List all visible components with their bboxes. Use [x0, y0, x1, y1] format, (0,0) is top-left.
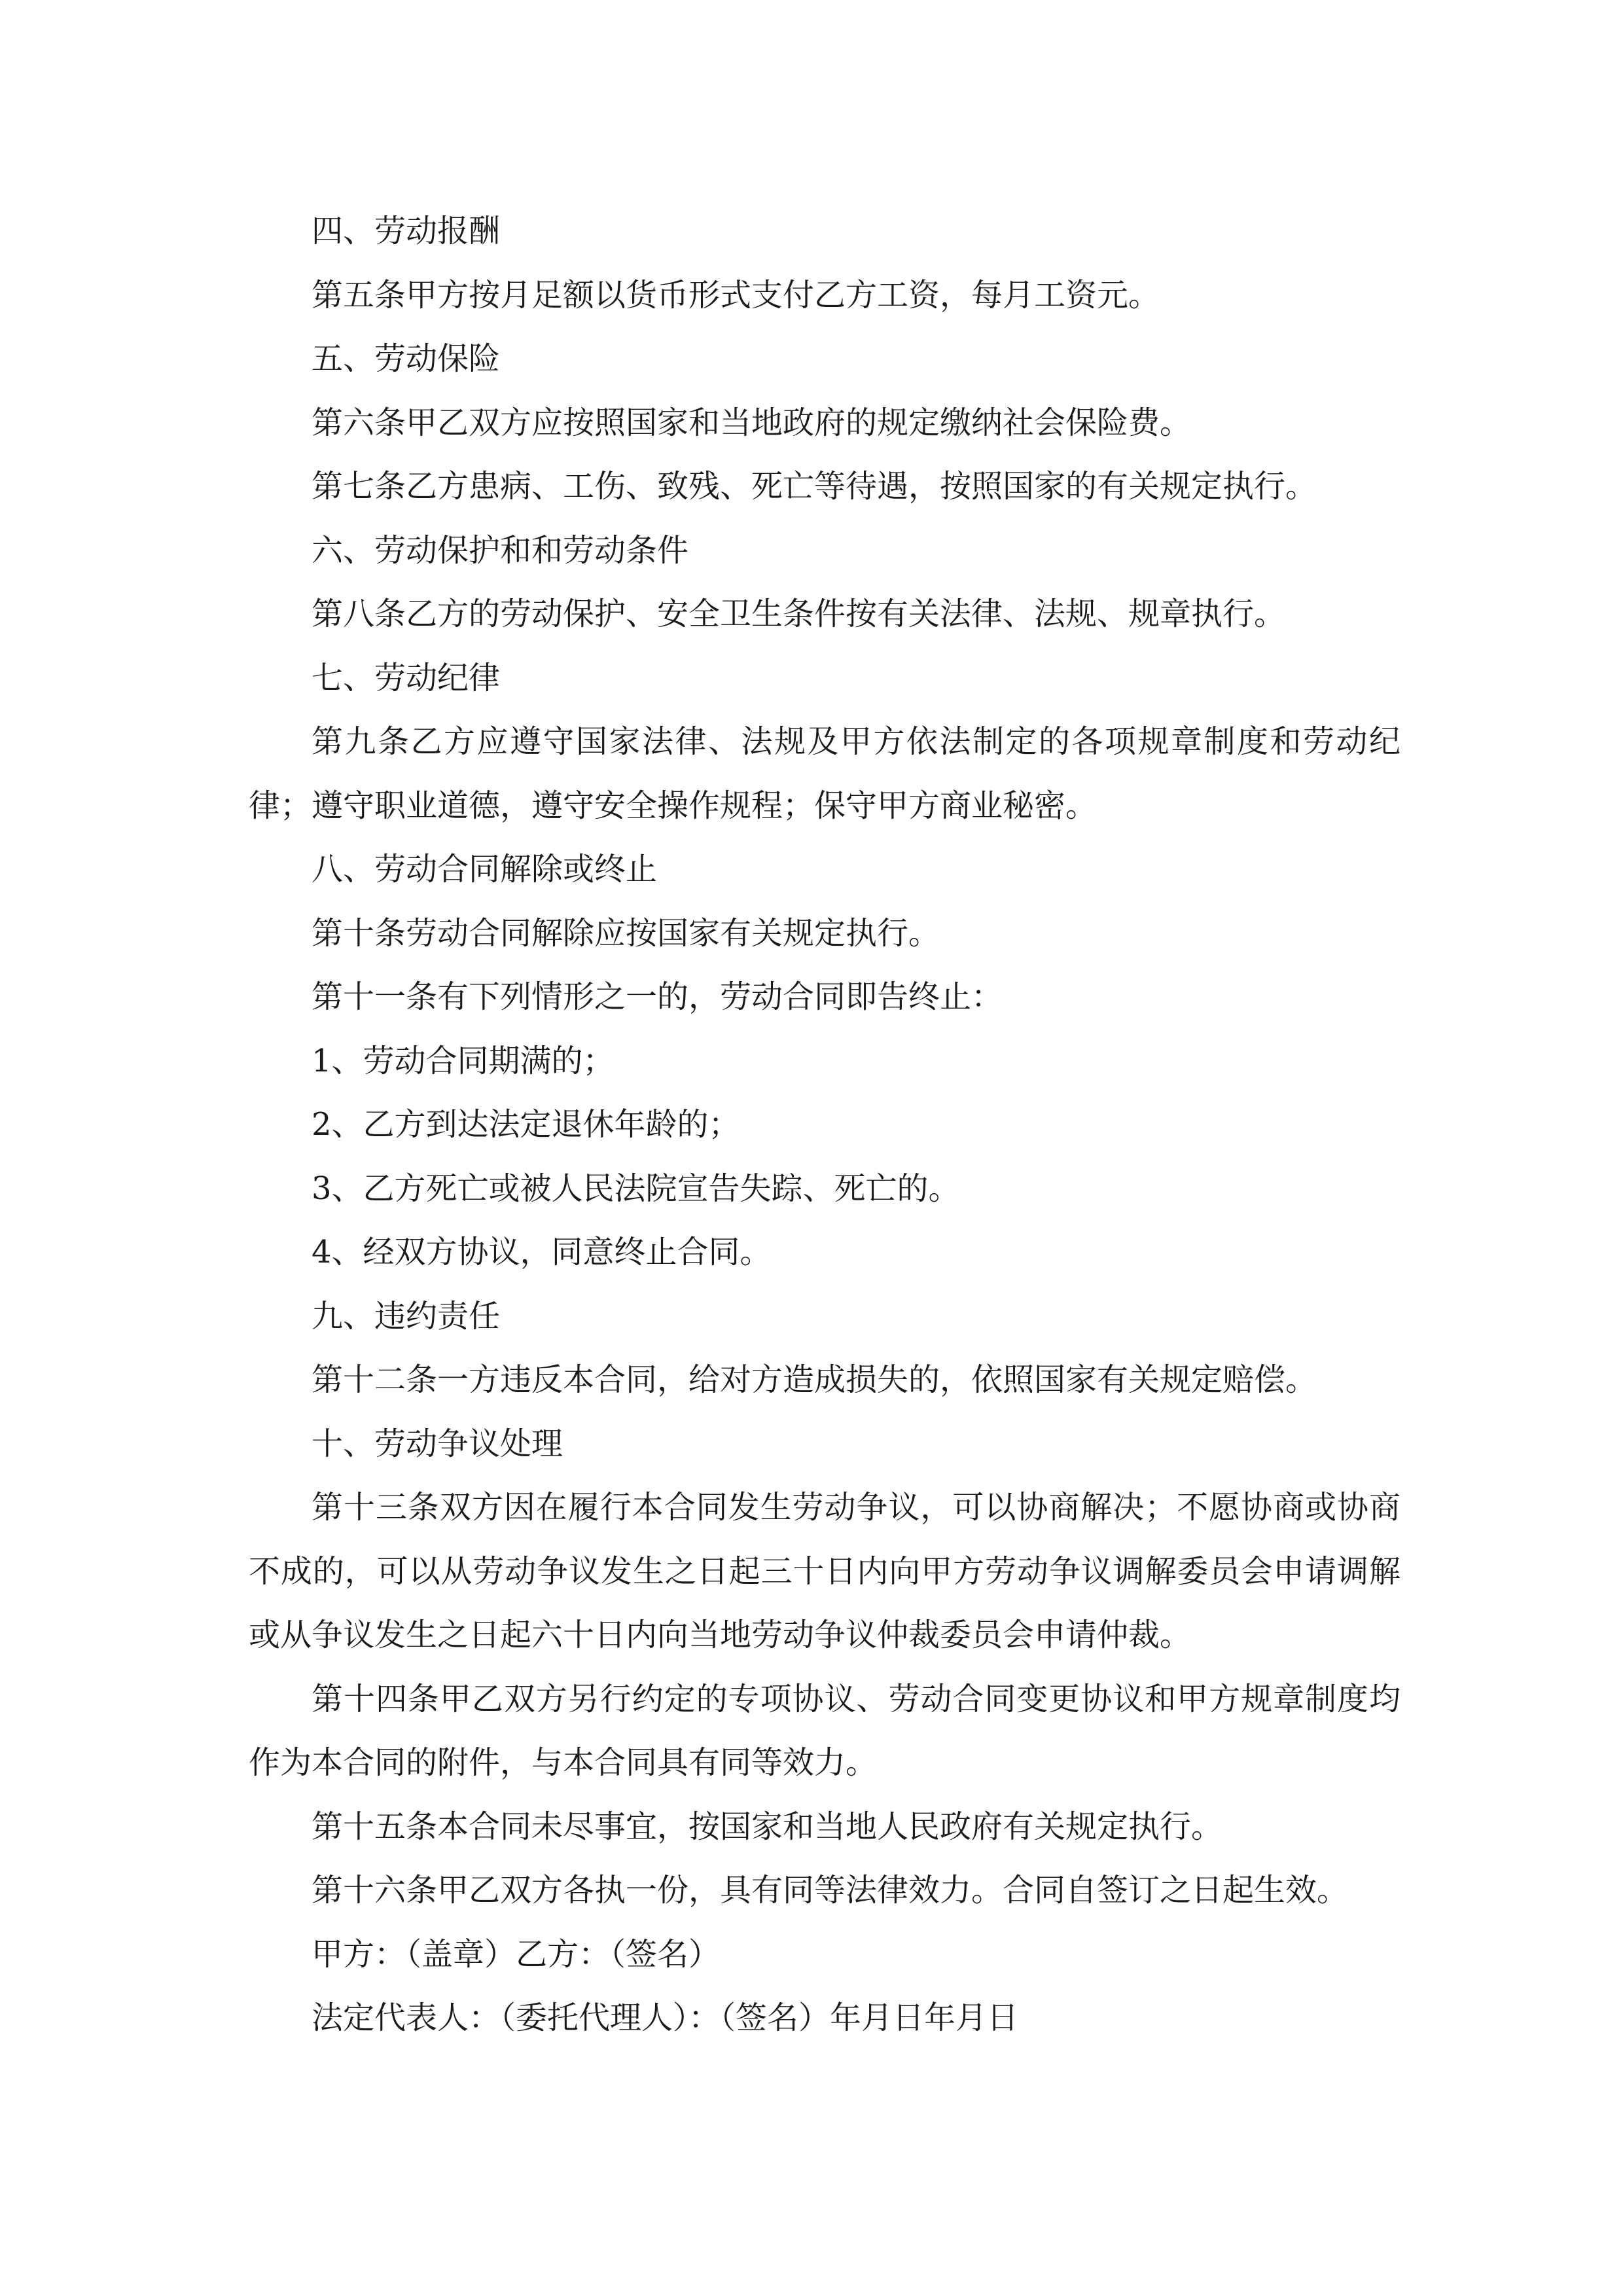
section-heading-dispute: 十、劳动争议处理 — [312, 1425, 563, 1462]
article-10: 第十条劳动合同解除应按国家有关规定执行。 — [312, 914, 940, 952]
section-heading-protection: 六、劳动保护和和劳动条件 — [312, 531, 689, 569]
section-heading-insurance: 五、劳动保险 — [312, 340, 501, 377]
section-heading-remuneration: 四、劳动报酬 — [312, 213, 501, 249]
signature-representative: 法定代表人：（委托代理人）：（签名）年月日年月日 — [312, 2000, 1019, 2036]
list-item-3: 3、乙方死亡或被人民法院宣告失踪、死亡的。 — [312, 1170, 960, 1207]
article-8: 第八条乙方的劳动保护、安全卫生条件按有关法律、法规、规章执行。 — [312, 596, 1286, 632]
article-14: 第十四条甲乙双方另行约定的专项协议、劳动合同变更协议和甲方规章制度均作为本合同的附件，与本合同具有同等效力。 — [249, 1680, 1400, 1781]
article-12: 第十二条一方违反本合同，给对方造成损失的，依照国家有关规定赔偿。 — [312, 1361, 1317, 1398]
article-7: 第七条乙方患病、工伤、致残、死亡等待遇，按照国家的有关规定执行。 — [312, 468, 1317, 505]
list-item-2: 2、乙方到达法定退休年龄的； — [312, 1106, 740, 1143]
section-heading-discipline: 七、劳动纪律 — [312, 659, 501, 696]
list-item-4: 4、经双方协议，同意终止合同。 — [312, 1234, 772, 1270]
list-item-1: 1、劳动合同期满的； — [312, 1042, 615, 1079]
article-16: 第十六条甲乙双方各执一份，具有同等法律效力。合同自签订之日起生效。 — [312, 1872, 1349, 1909]
section-heading-liability: 九、违约责任 — [312, 1297, 501, 1335]
section-heading-termination: 八、劳动合同解除或终止 — [312, 851, 658, 888]
article-13: 第十三条双方因在履行本合同发生劳动争议，可以协商解决；不愿协商或协商不成的，可以从劳动争议发生之日起三十日内向甲方劳动争议调解委员会申请调解或从争议发生之日起六十日内向当地劳动争议仲裁委员会申请仲裁。 — [249, 1489, 1400, 1653]
article-11: 第十一条有下列情形之一的，劳动合同即告终止： — [312, 978, 1003, 1015]
article-9: 第九条乙方应遵守国家法律、法规及甲方依法制定的各项规章制度和劳动纪律；遵守职业道德，遵守安全操作规程；保守甲方商业秘密。 — [249, 723, 1400, 824]
article-15: 第十五条本合同未尽事宜，按国家和当地人民政府有关规定执行。 — [312, 1808, 1223, 1845]
article-6: 第六条甲乙双方应按照国家和当地政府的规定缴纳社会保险费。 — [312, 404, 1192, 441]
signature-parties: 甲方：（盖章）乙方：（签名） — [312, 1935, 721, 1973]
document-body — [249, 200, 1400, 2051]
article-5: 第五条甲方按月足额以货币形式支付乙方工资，每月工资元。 — [312, 276, 1160, 314]
